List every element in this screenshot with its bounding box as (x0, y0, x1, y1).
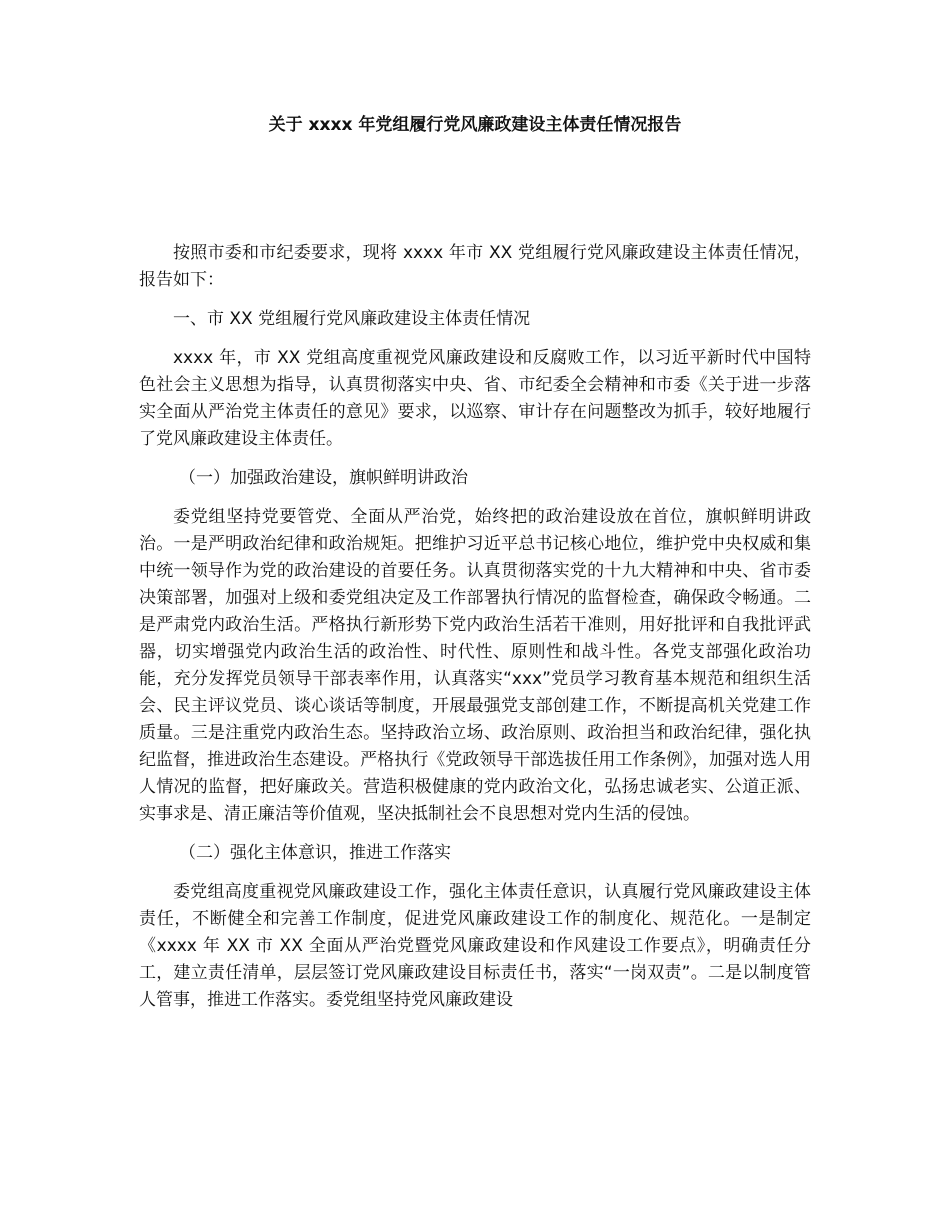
subsection-heading-1: （一）加强政治建设，旗帜鲜明讲政治 (179, 468, 468, 488)
document-title: 关于 xxxx 年党组履行党风廉政建设主体责任情况报告 (268, 115, 682, 135)
section-heading-1: 一、市 XX 党组履行党风廉政建设主体责任情况 (173, 309, 531, 329)
document-body (139, 240, 811, 1026)
subsection-2-paragraph: 委党组高度重视党风廉政建设工作，强化主体责任意识，认真履行党风廉政建设主体责任，不断健全和完善工作制度，促进党风廉政建设工作的制度化、规范化。一是制定《xxxx 年 XX 市 XX 全面从严治党暨党风廉政建设和作风建设工作要点》，明确责任分工，建立责任清单，层层签订党风廉政建设目标责任书，落实“一岗双责”。二是以制度管人管事，推进工作落实。委党组坚持党风廉政建设 (139, 882, 811, 1010)
subsection-1-paragraph: 委党组坚持党要管党、全面从严治党，始终把的政治建设放在首位，旗帜鲜明讲政治。一是严明政治纪律和政治规矩。把维护习近平总书记核心地位，维护党中央权威和集中统一领导作为党的政治建设的首要任务。认真贯彻落实党的十九大精神和中央、省市委决策部署，加强对上级和委党组决定及工作部署执行情况的监督检查，确保政令畅通。二是严肃党内政治生活。严格执行新形势下党内政治生活若干准则，用好批评和自我批评武器，切实增强党内政治生活的政治性、时代性、原则性和战斗性。各党支部强化政治功能，充分发挥党员领导干部表率作用，认真落实“xxx”党员学习教育基本规范和组织生活会、民主评议党员、谈心谈话等制度，开展最强党支部创建工作，不断提高机关党建工作质量。三是注重党内政治生态。坚持政治立场、政治原则、政治担当和政治纪律，强化执纪监督，推进政治生态建设。严格执行《党政领导干部选拔任用工作条例》，加强对选人用人情况的监督，把好廉政关。营造积极健康的党内政治文化，弘扬忠诚老实、公道正派、实事求是、清正廉洁等价值观，坚决抵制社会不良思想对党内生活的侵蚀。 (139, 507, 811, 824)
subsection-heading-2: （二）强化主体意识，推进工作落实 (179, 843, 451, 863)
section-1-summary-paragraph: xxxx 年，市 XX 党组高度重视党风廉政建设和反腐败工作，以习近平新时代中国特色社会主义思想为指导，认真贯彻落实中央、省、市纪委全会精神和市委《关于进一步落实全面从严治党主体责任的意见》要求，以巡察、审计存在问题整改为抓手，较好地履行了党风廉政建设主体责任。 (139, 348, 811, 449)
intro-paragraph: 按照市委和市纪委要求，现将 xxxx 年市 XX 党组履行党风廉政建设主体责任情况，报告如下： (139, 243, 811, 290)
